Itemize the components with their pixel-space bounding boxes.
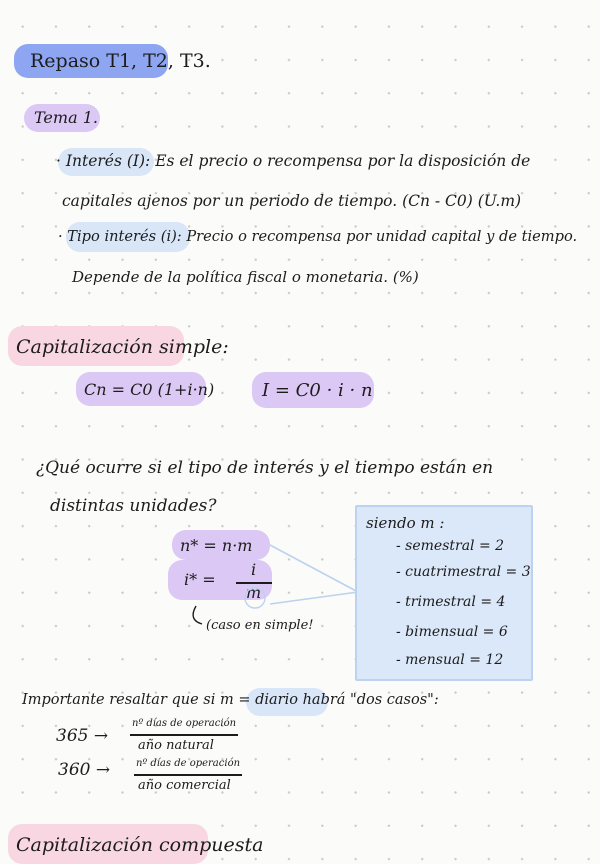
tema-label: Tema 1. bbox=[34, 108, 98, 127]
formula-n-star: n* = n·m bbox=[180, 536, 253, 555]
interes-definition-line2: capitales ajenos por un periodo de tiempo. (Cn - C0) (U.m) bbox=[62, 192, 522, 210]
tipo-interes-definition-line1: · Tipo interés (i): Precio o recompensa por unidad capital y de tiempo. bbox=[58, 228, 578, 245]
siendo-item-mensual: - mensual = 12 bbox=[396, 652, 504, 668]
interes-definition-line1: · Interés (I): Es el precio o recompensa por la disposición de bbox=[56, 152, 531, 170]
siendo-title: siendo m : bbox=[366, 514, 445, 532]
case-365-fraction-bar bbox=[130, 734, 238, 736]
formula-cn: Cn = C0 (1+i·n) bbox=[84, 380, 215, 399]
next-section-heading: Capitalización compuesta bbox=[16, 834, 264, 856]
tipo-interes-definition-line2: Depende de la política fiscal o monetaria. (%) bbox=[72, 268, 419, 286]
case-365-denominator: año natural bbox=[138, 738, 214, 753]
page-title: Repaso T1, T2, T3. bbox=[30, 50, 211, 72]
formula-i-star-denominator: m bbox=[246, 583, 262, 602]
case-365-numerator: nº días de operación bbox=[132, 718, 237, 729]
formula-i: I = C0 · i · n bbox=[262, 380, 373, 401]
siendo-item-semestral: - semestral = 2 bbox=[396, 538, 505, 554]
section-heading-cap-simple: Capitalización simple: bbox=[16, 336, 229, 358]
case-365: 365 → bbox=[56, 726, 109, 746]
siendo-item-trimestral: - trimestral = 4 bbox=[396, 594, 506, 610]
case-360-fraction-bar bbox=[134, 774, 242, 776]
question-line1: ¿Qué ocurre si el tipo de interés y el tiempo están en bbox=[36, 458, 494, 478]
importante-note: Importante resaltar que si m = diario habrá "dos casos": bbox=[22, 692, 439, 708]
case-360: 360 → bbox=[58, 760, 111, 780]
siendo-item-cuatrimestral: - cuatrimestral = 3 bbox=[396, 564, 531, 580]
case-360-denominator: año comercial bbox=[138, 778, 231, 793]
question-line2: distintas unidades? bbox=[50, 496, 217, 516]
case-360-numerator: nº días de operación bbox=[136, 758, 241, 769]
formula-i-star-numerator: i bbox=[251, 560, 257, 579]
siendo-item-bimensual: - bimensual = 6 bbox=[396, 624, 508, 640]
caso-simple-note: (caso en simple! bbox=[206, 618, 314, 633]
formula-i-star-label: i* = bbox=[184, 570, 216, 589]
